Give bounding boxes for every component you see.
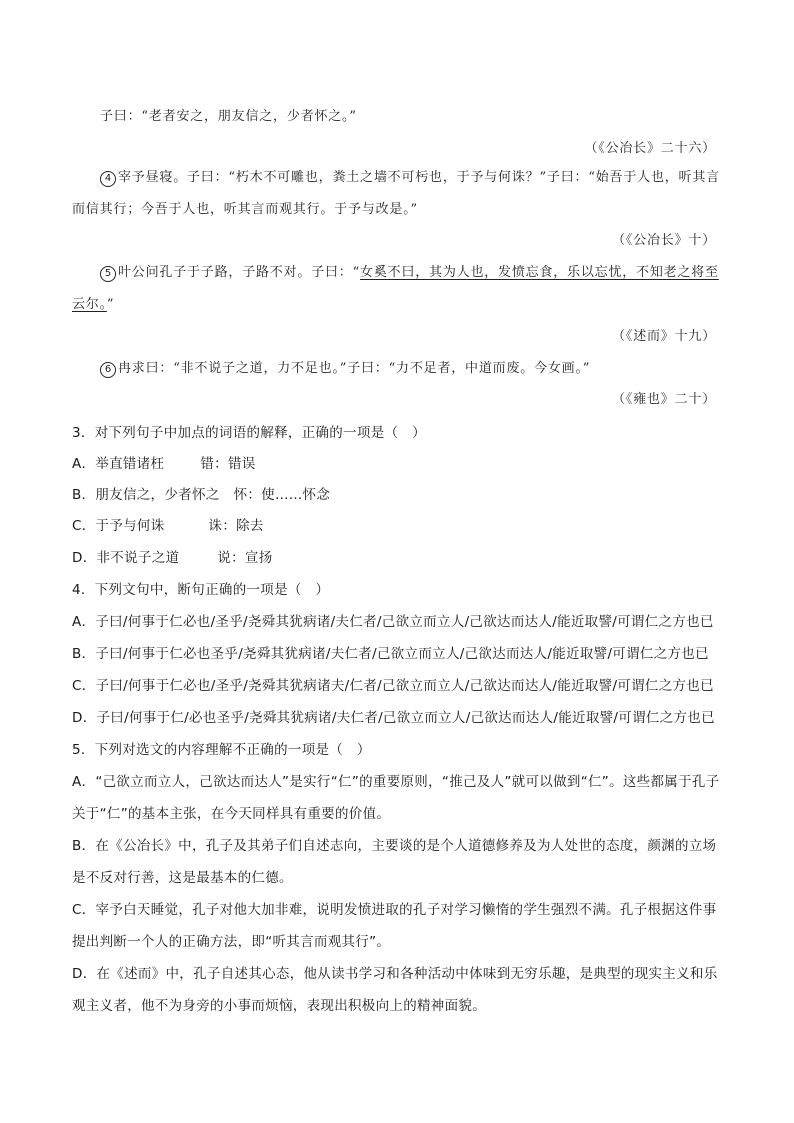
question-3-stem: 3．对下列句子中加点的词语的解释，正确的一项是（ ）	[72, 425, 426, 441]
question-5-option-c-cont: 提出判断一个人的正确方法，即“听其言而观其行”。	[72, 934, 391, 950]
option-gloss: 错：错误	[200, 456, 256, 472]
question-5-option-d-cont: 观主义者，他不为身旁的小事而烦恼，表现出积极向上的精神面貌。	[72, 998, 486, 1014]
passage-text: 叶公问孔子于子路，子路不对。子曰：“	[118, 265, 361, 280]
question-5-option-b: B．在《公冶长》中，孔子及其弟子们自述志向，主要谈的是个人道德修养及为人处世的态度，颜渊的立场	[72, 838, 717, 854]
source-citation: （《公冶长》二十六）	[584, 141, 716, 156]
passage-paragraph-5	[100, 261, 719, 282]
question-3-option-b	[72, 483, 330, 503]
question-5-stem: 5．下列对选文的内容理解不正确的一项是（ ）	[72, 742, 371, 758]
circled-number: 5	[100, 266, 116, 282]
option-gloss: 怀：使……怀念	[233, 487, 331, 503]
circled-number: 4	[100, 171, 116, 187]
source-citation: （《公冶长》十）	[612, 233, 716, 248]
option-gloss: 说：宣扬	[217, 550, 273, 566]
option-text: C．于予与何诛	[72, 518, 165, 534]
option-text: A．举直错诸枉	[72, 456, 165, 472]
question-4-option-c: C．子曰/何事于仁必也/圣乎/尧舜其犹病诸夫/仁者/己欲立而立人/己欲达而达人/能近取譬/可谓仁之方也已	[72, 678, 714, 694]
question-4-stem: 4．下列文句中，断句正确的一项是（ ）	[72, 582, 330, 598]
option-text: B．朋友信之，少者怀之	[72, 487, 220, 503]
circled-number: 6	[100, 362, 116, 378]
passage-line: 子曰：“老者安之，朋友信之，少者怀之。”	[100, 109, 357, 124]
question-5-option-d: D．在《述而》中，孔子自述其心态，他从读书学习和各种活动中体味到无穷乐趣，是典型的现实主义和乐	[72, 966, 718, 982]
question-4-option-b: B．子曰/何事于仁必也圣乎/尧舜其犹病诸/夫仁者/己欲立而立人/己欲达而达人/能近取譬/可谓仁之方也已	[72, 646, 709, 662]
passage-paragraph-6	[100, 357, 590, 378]
source-citation: （《雍也》二十）	[612, 392, 716, 407]
question-5-option-a: A．“己欲立而立人，己欲达而达人”是实行“仁”的重要原则，“推己及人”就可以做到“仁”。这些都属于孔子	[72, 774, 720, 790]
question-5-option-b-cont: 是不反对行善，这是最基本的仁德。	[72, 870, 293, 886]
passage-text: 宰予昼寝。子曰：“朽木不可雕也，粪土之墙不可杇也，于予与何诛？”子曰：“始吾于人也，听其言	[118, 170, 720, 185]
passage-text: ”	[106, 297, 115, 312]
question-5-option-a-cont: 关于“仁”的基本主张，在今天同样具有重要的价值。	[72, 806, 391, 822]
passage-text: 冉求曰：“非不说子之道，力不足也。”子曰：“力不足者，中道而废。今女画。”	[118, 361, 591, 376]
passage-line	[72, 293, 114, 312]
question-3-option-c	[72, 514, 264, 534]
passage-line: 而信其行；今吾于人也，听其言而观其行。于予与改是。”	[72, 202, 418, 217]
question-4-option-d: D．子曰/何事于仁/必也圣乎/尧舜其犹病诸/夫仁者/己欲立而立人/己欲达而达人/能近取譬/可谓仁之方也已	[72, 710, 715, 726]
source-citation: （《述而》十九）	[612, 329, 716, 344]
underlined-passage: 云尔。	[72, 297, 107, 312]
question-5-option-c: C．宰予白天睡觉，孔子对他大加非难，说明发愤进取的孔子对学习懒惰的学生强烈不满。孔子根据这件事	[72, 902, 717, 918]
question-3-option-d	[72, 546, 273, 566]
question-4-option-a: A．子曰/何事于仁必也/圣乎/尧舜其犹病诸/夫仁者/己欲立而立人/己欲达而达人/能近取譬/可谓仁之方也已	[72, 614, 714, 630]
underlined-passage: 女奚不曰，其为人也，发愤忘食，乐以忘忧，不知老之将至	[360, 265, 719, 280]
option-text: D．非不说子之道	[72, 550, 180, 566]
question-3-option-a	[72, 452, 256, 472]
passage-paragraph-4	[100, 166, 720, 187]
option-gloss: 诛：除去	[208, 518, 264, 534]
